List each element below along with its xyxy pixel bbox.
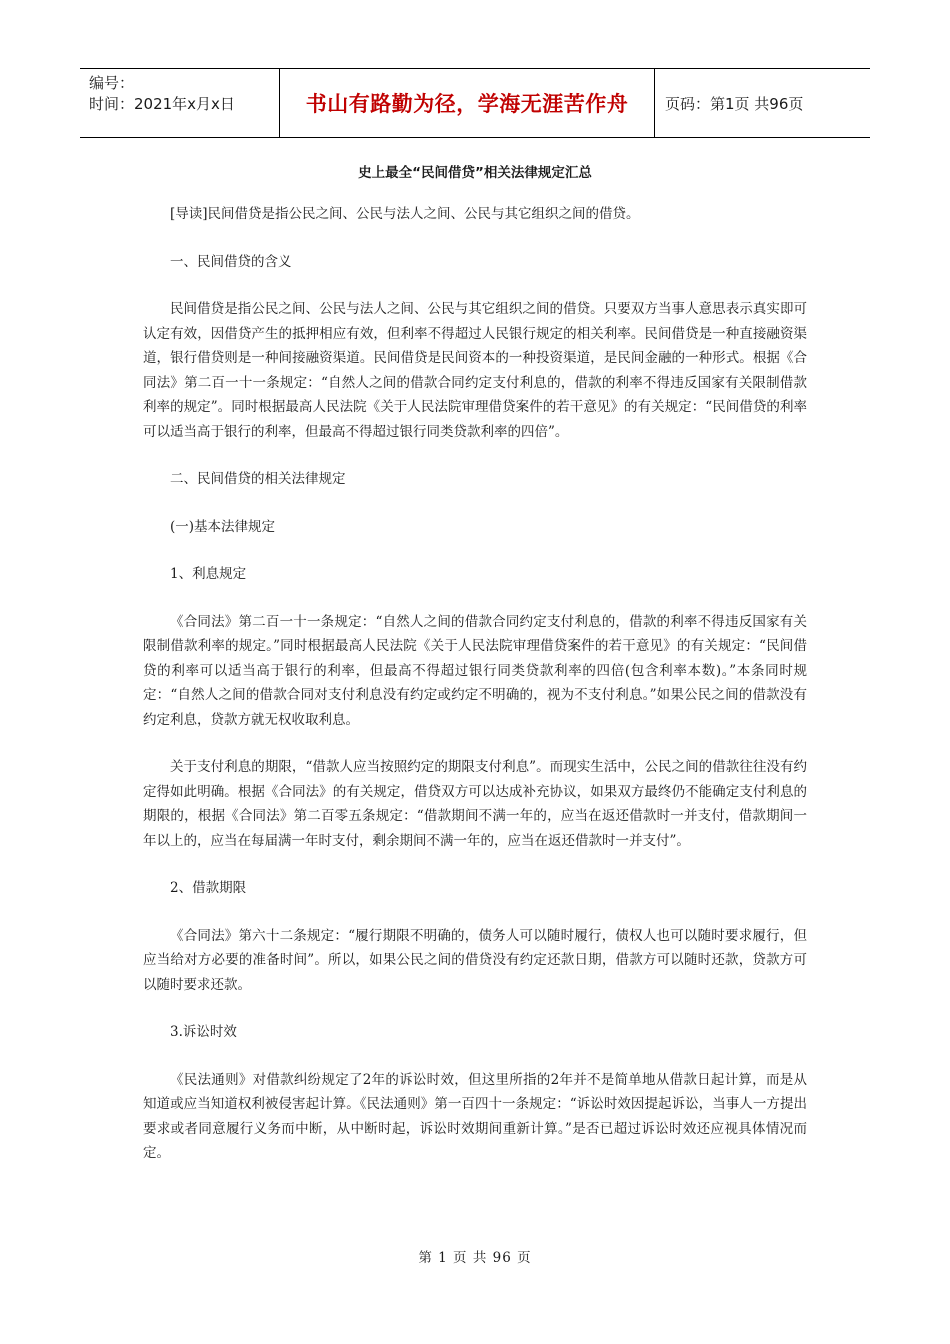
body-paragraph: 《合同法》第二百一十一条规定：“自然人之间的借款合同约定支付利息的，借款的利率不得违反国家有关限制借款利率的规定。”同时根据最高人民法院《关于人民法院审理借贷案件的若干意见》的有关规定：“民间借贷的利率可以适当高于银行的利率，但最高不得超过银行同类贷款利率的四倍(包含利率本数)。”本条同时规定：“自然人之间的借款合同对支付利息没有约定或约定不明确的，视为不支付利息。”如果公民之间的借款没有约定利息，贷款方就无权收取利息。	[143, 613, 807, 728]
header-motto: 书山有路勤为径，学海无涯苦作舟	[280, 69, 655, 137]
intro-paragraph: [导读]民间借贷是指公民之间、公民与法人之间、公民与其它组织之间的借贷。	[170, 206, 640, 222]
page-header	[80, 68, 870, 138]
body-paragraph: 民间借贷是指公民之间、公民与法人之间、公民与其它组织之间的借贷。只要双方当事人意思表示真实即可认定有效，因借贷产生的抵押相应有效，但利率不得超过人民银行规定的相关利率。民间借贷是一种直接融资渠道，银行借贷则是一种间接融资渠道。民间借贷是民间资本的一种投资渠道，是民间金融的一种形式。根据《合同法》第二百一十一条规定：“自然人之间的借款合同约定支付利息的，借款的利率不得违反国家有关限制借款利率的规定”。同时根据最高人民法院《关于人民法院审理借贷案件的若干意见》的有关规定：“民间借贷的利率可以适当高于银行的利率，但最高不得超过银行同类贷款利率的四倍”。	[143, 301, 807, 440]
section-heading-1: 一、民间借贷的含义	[170, 253, 292, 270]
subsection-heading: (一)基本法律规定	[170, 518, 276, 535]
header-meta	[80, 69, 280, 137]
section-heading-2: 二、民间借贷的相关法律规定	[170, 471, 346, 487]
document-number-label: 编号：	[89, 74, 135, 92]
body-paragraph: 《合同法》第六十二条规定：“履行期限不明确的，债务人可以随时履行，债权人也可以随时要求履行，但应当给对方必要的准备时间”。所以，如果公民之间的借贷没有约定还款日期，借款方可以随时还款，贷款方可以随时要求还款。	[143, 927, 807, 993]
document-body	[143, 158, 807, 1166]
item-heading-term: 2、借款期限	[170, 880, 247, 896]
document-time-label: 时间：2021年x月x日	[89, 95, 235, 113]
page-footer: 第 1 页 共 96 页	[418, 1250, 532, 1266]
header-page-info: 页码：第1页 共96页	[665, 94, 804, 113]
document-title: 史上最全“民间借贷”相关法律规定汇总	[358, 165, 592, 181]
body-paragraph: 关于支付利息的期限，“借款人应当按照约定的期限支付利息”。而现实生活中，公民之间的借款往往没有约定得如此明确。根据《合同法》的有关规定，借贷双方可以达成补充协议，如果双方最终仍不能确定支付利息的期限的，根据《合同法》第二百零五条规定：“借款期间不满一年的，应当在返还借款时一并支付，借款期间一年以上的，应当在每届满一年时支付，剩余期间不满一年的，应当在返还借款时一并支付”。	[143, 759, 807, 849]
item-heading-limitation: 3.诉讼时效	[170, 1024, 237, 1040]
body-paragraph: 《民法通则》对借款纠纷规定了2年的诉讼时效，但这里所指的2年并不是简单地从借款日起计算，而是从知道或应当知道权利被侵害起计算。《民法通则》第一百四十一条规定：“诉讼时效因提起诉讼，当事人一方提出要求或者同意履行义务而中断，从中断时起，诉讼时效期间重新计算。”是否已超过诉讼时效还应视具体情况而定。	[143, 1071, 807, 1161]
item-heading-interest: 1、利息规定	[170, 566, 247, 582]
